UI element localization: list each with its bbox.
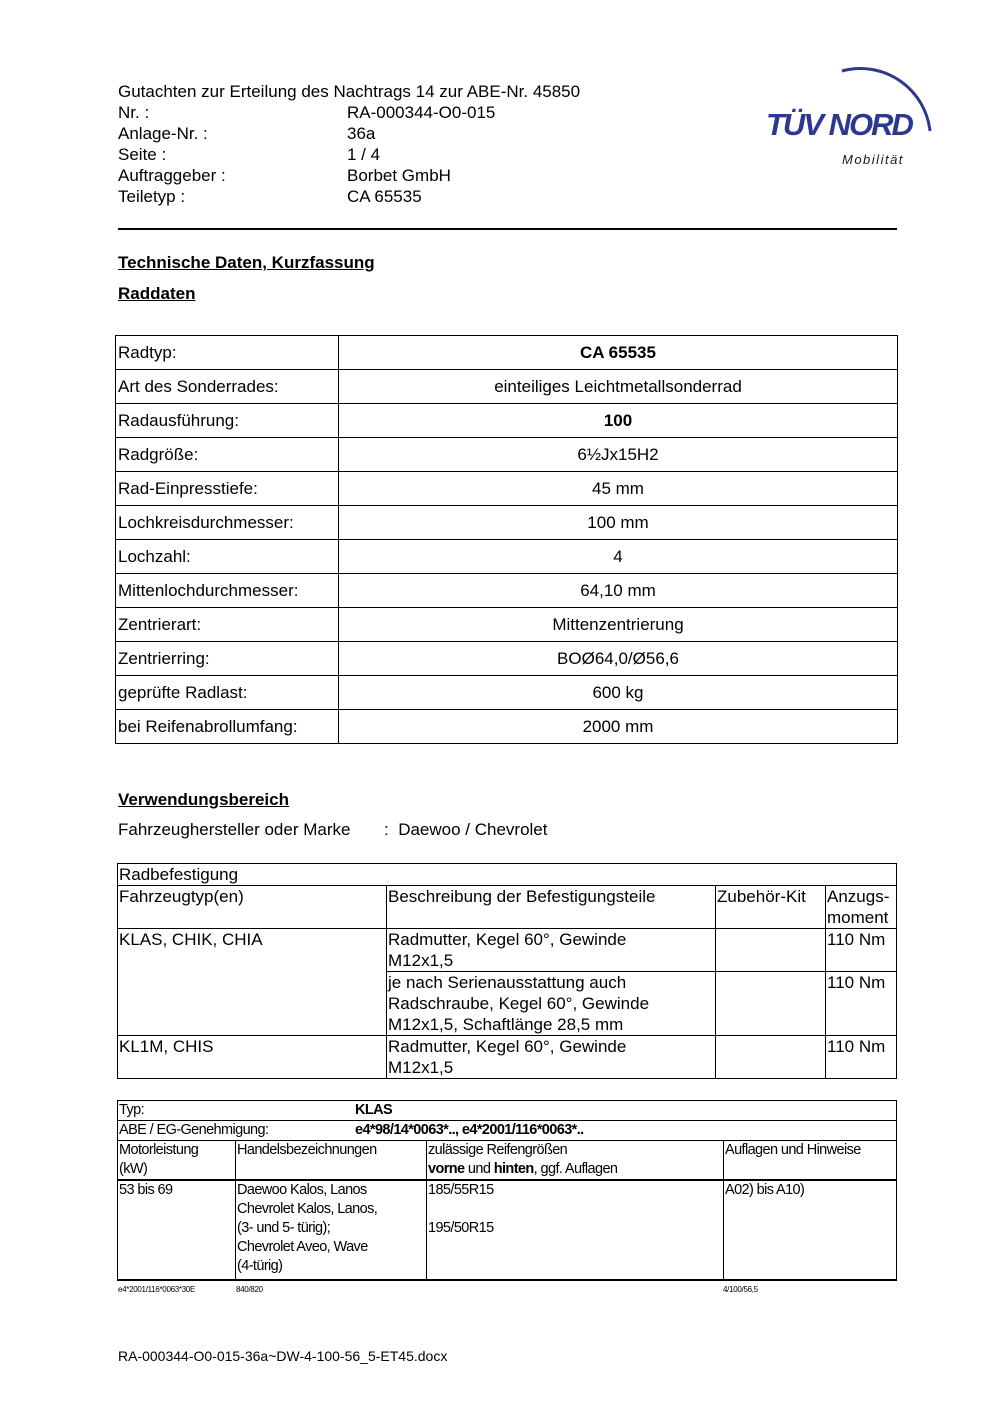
table-row: Radausführung: 100 <box>116 404 898 438</box>
table-row: Typ: KLAS <box>118 1101 897 1121</box>
header-row-anlage: Anlage-Nr. : 36a <box>118 124 376 143</box>
header-fields <box>118 102 495 207</box>
table-row: Radtyp: CA 65535 <box>116 336 898 370</box>
table-row: Lochkreisdurchmesser: 100 mm <box>116 506 898 540</box>
document-title: Gutachten zur Erteilung des Nachtrags 14 zur ABE-Nr. 45850 <box>118 82 581 101</box>
table-row: Lochzahl: 4 <box>116 540 898 574</box>
header-divider <box>118 228 897 230</box>
fahrzeughersteller-line: Fahrzeughersteller oder Marke : Daewoo / Chevrolet <box>118 820 548 839</box>
table-row: Rad-Einpresstiefe: 45 mm <box>116 472 898 506</box>
logo-subtitle: Mobilität <box>842 152 904 167</box>
table-row: KL1M, CHIS Radmutter, Kegel 60°, Gewinde M12x1,5 110 Nm <box>118 1036 897 1079</box>
table-row: Radgröße: 6½Jx15H2 <box>116 438 898 472</box>
table-row: je nach Serienausstattung auch Radschraube, Kegel 60°, Gewinde M12x1,5, Schaftlänge 28,5 mm 110 Nm <box>118 972 897 1036</box>
footer-filename: RA-000344-O0-015-36a~DW-4-100-56_5-ET45.docx <box>118 1348 448 1364</box>
header-row-auftraggeber: Auftraggeber : Borbet GmbH <box>118 166 451 185</box>
table-row: Mittenlochdurchmesser: 64,10 mm <box>116 574 898 608</box>
table-row: Zentrierring: BOØ64,0/Ø56,6 <box>116 642 898 676</box>
table-row: 53 bis 69 Daewoo Kalos, Lanos Chevrolet Kalos, Lanos, (3- und 5- türig); Chevrolet Aveo, Wave (4-türig) 185/55R15 195/50R15 A02) bis A10) <box>118 1180 897 1280</box>
header-row-seite: Seite : 1 / 4 <box>118 145 381 164</box>
section-raddaten: Raddaten <box>118 284 196 303</box>
table-row: bei Reifenabrollumfang: 2000 mm <box>116 710 898 744</box>
table-row: KLAS, CHIK, CHIA Radmutter, Kegel 60°, Gewinde M12x1,5 110 Nm <box>118 929 897 972</box>
table-row: Art des Sonderrades: einteiliges Leichtmetallsonderrad <box>116 370 898 404</box>
table-row: Radbefestigung <box>118 864 897 886</box>
table-row: geprüfte Radlast: 600 kg <box>116 676 898 710</box>
header-row-teiletyp: Teiletyp : CA 65535 <box>118 187 422 206</box>
footnote-code-3: 4/100/56,5 <box>723 1285 758 1294</box>
section-technische-daten: Technische Daten, Kurzfassung <box>118 253 375 272</box>
table-header-row: Fahrzeugtyp(en) Beschreibung der Befestigungsteile Zubehör-Kit Anzugs- moment <box>118 886 897 929</box>
radbefestigung-table <box>117 863 897 1079</box>
typ-table <box>117 1100 897 1281</box>
footnote-code-2: 840/820 <box>236 1285 263 1294</box>
footnote-code-1: e4*2001/116*0063*30E <box>118 1285 196 1294</box>
header-row-nr: Nr. : RA-000344-O0-015 <box>118 103 496 122</box>
table-row: ABE / EG-Genehmigung: e4*98/14*0063*.., e4*2001/116*0063*.. <box>118 1121 897 1141</box>
logo-text: TÜV NORD <box>766 107 912 142</box>
section-verwendungsbereich: Verwendungsbereich <box>118 790 289 809</box>
table-row: Zentrierart: Mittenzentrierung <box>116 608 898 642</box>
table-header-row: Motorleistung (kW) Handelsbezeichnungen zulässige Reifengrößen vorne und hinten, ggf. Auflagen Auflagen und Hinweise <box>118 1141 897 1181</box>
raddaten-table <box>115 335 898 744</box>
